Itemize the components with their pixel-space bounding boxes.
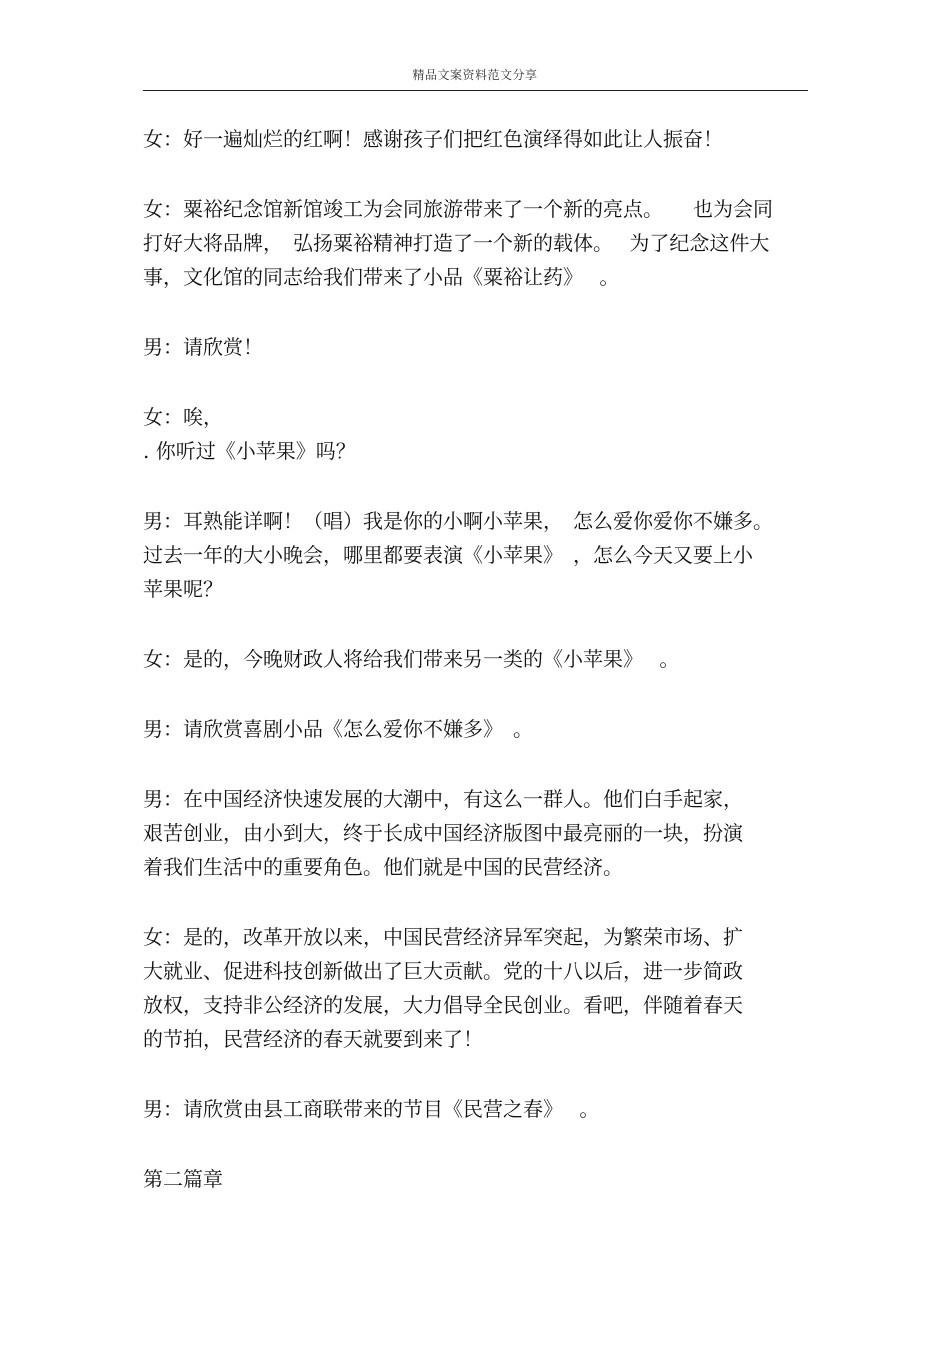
text-line: 过去一年的大小晚会，哪里都要表演《小苹果》 ，怎么今天又要上小 (143, 543, 753, 567)
text-line: 苹果呢？ (143, 577, 223, 601)
text-line: 女：好一遍灿烂的红啊！感谢孩子们把红色演绎得如此让人振奋！ (143, 127, 723, 151)
paragraph-5 (143, 504, 808, 606)
text-line: 男：请欣赏喜剧小品《怎么爱你不嫌多》 。 (143, 717, 533, 741)
paragraph-4 (143, 400, 808, 468)
paragraph-7 (143, 712, 808, 746)
text-line: 女：是的，今晚财政人将给我们带来另一类的《小苹果》 。 (143, 647, 680, 671)
text-line: 大就业、促进科技创新做出了巨大贡献。党的十八以后，进一步简政 (143, 959, 743, 983)
paragraph-1 (143, 122, 808, 156)
text-line: . 你听过《小苹果》吗？ (143, 439, 356, 463)
paragraph-2 (143, 192, 808, 294)
text-line: 女：唉， (143, 405, 223, 429)
document-body (143, 122, 808, 1232)
text-line: 打好大将品牌， 弘扬粟裕精神打造了一个新的载体。 为了纪念这件大 (143, 231, 770, 255)
text-line: 事，文化馆的同志给我们带来了小品《粟裕让药》 。 (143, 265, 620, 289)
paragraph-10 (143, 1092, 808, 1126)
section-heading (143, 1162, 808, 1196)
paragraph-9 (143, 920, 808, 1056)
text-line: 着我们生活中的重要角色。他们就是中国的民营经济。 (143, 855, 623, 879)
text-line: 男：耳熟能详啊！（唱）我是你的小啊小苹果， 怎么爱你爱你不嫌多。 (143, 509, 773, 533)
paragraph-3 (143, 330, 808, 364)
page-header: 精品文案资料范文分享 (412, 68, 538, 82)
text-line: 男：请欣赏由县工商联带来的节目《民营之春》 。 (143, 1097, 600, 1121)
paragraph-8 (143, 782, 808, 884)
text-line: 男：在中国经济快速发展的大潮中，有这么一群人。他们白手起家， (143, 787, 743, 811)
text-line: 女：粟裕纪念馆新馆竣工为会同旅游带来了一个新的亮点。 也为会同 (143, 197, 773, 221)
text-line: 放权，支持非公经济的发展，大力倡导全民创业。看吧，伴随着春天 (143, 993, 743, 1017)
text-line: 第二篇章 (143, 1167, 223, 1191)
text-line: 男：请欣赏！ (143, 335, 263, 359)
paragraph-6 (143, 642, 808, 676)
text-line: 艰苦创业，由小到大，终于长成中国经济版图中最亮丽的一块，扮演 (143, 821, 743, 845)
text-line: 女：是的，改革开放以来，中国民营经济异军突起，为繁荣市场、扩 (143, 925, 743, 949)
text-line: 的节拍，民营经济的春天就要到来了！ (143, 1027, 483, 1051)
header-divider (143, 90, 808, 91)
